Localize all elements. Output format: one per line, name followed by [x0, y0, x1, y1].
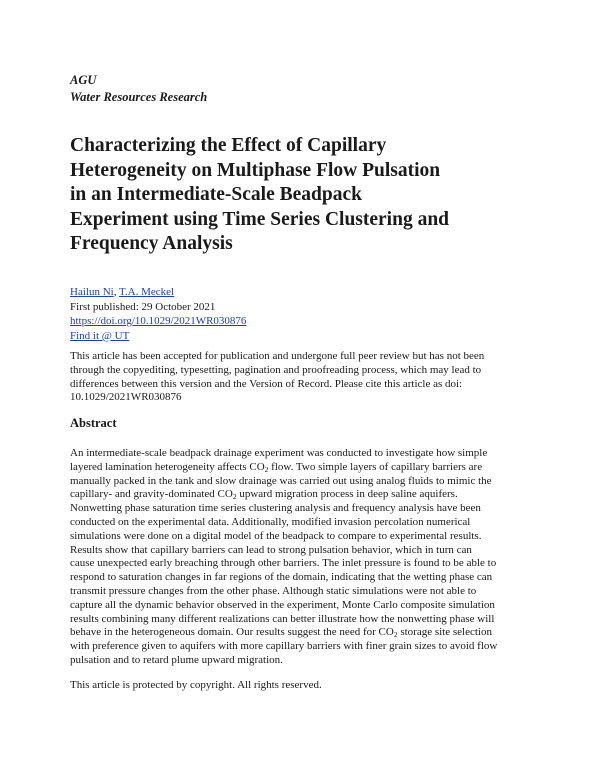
co2-formula [218, 488, 237, 500]
author-separator: , [113, 286, 120, 298]
abstract-text: layered lamination heterogeneity affects [70, 460, 250, 473]
abstract-line: results combining many different realizations can better illustrate how the nonwetting phase will [70, 612, 495, 625]
abstract-text: behave in the heterogeneous domain. Our results suggest the need for [70, 626, 379, 639]
formula-subscript: 2 [393, 630, 398, 640]
author-list [70, 285, 246, 300]
formula-base: CO [378, 626, 394, 639]
find-it-link[interactable]: Find it @ UT [70, 329, 130, 342]
abstract-line [70, 461, 540, 475]
publisher-name: AGU [70, 73, 97, 87]
notice-line: This article has been accepted for publication and undergone full peer review but has not been [70, 350, 485, 362]
abstract-text: flow. Two simple layers of capillary barriers are [268, 460, 483, 473]
doi-link[interactable]: https://doi.org/10.1029/2021WR030876 [70, 315, 247, 327]
abstract-line: Nonwetting phase saturation time series clustering analysis and frequency analysis have been [70, 502, 481, 515]
abstract-line: with preference given to aquifers with more capillary barriers with finer grain sizes to avoid flow [70, 640, 498, 653]
abstract-text: capillary- and gravity-dominated [70, 488, 218, 501]
abstract-line: transmit pressure changes from the other phase. Although static simulations were not able to [70, 584, 477, 597]
abstract-body [70, 447, 540, 668]
formula-base: CO [249, 460, 265, 473]
acceptance-notice [70, 350, 540, 405]
notice-line: 10.1029/2021WR030876 [70, 391, 182, 404]
abstract-line: respond to saturation changes in far regions of the domain, indicating that the wetting phase can [70, 571, 493, 584]
journal-header [70, 72, 207, 106]
formula-subscript: 2 [264, 464, 269, 474]
abstract-line [70, 626, 540, 640]
formula-subscript: 2 [232, 492, 237, 502]
abstract-text: upward migration process in deep saline aquifers. [236, 488, 458, 501]
abstract-heading: Abstract [70, 416, 117, 430]
abstract-line: capture all the dynamic behavior observed in the experiment, Monte Carlo composite simulation [70, 598, 495, 611]
abstract-line: conducted on the experimental data. Additionally, modified invasion percolation numerical [70, 515, 471, 528]
co2-formula [249, 461, 268, 473]
article-title [70, 134, 540, 257]
formula-base: CO [217, 488, 233, 501]
author-link[interactable]: Hailun Ni [70, 286, 114, 298]
author-link[interactable]: T.A. Meckel [119, 286, 175, 298]
title-line: Characterizing the Effect of Capillary [70, 135, 387, 156]
co2-formula [379, 626, 398, 638]
publication-date: First published: 29 October 2021 [70, 300, 216, 313]
notice-line: through the copyediting, typesetting, pagination and proofreading process, which may lead to [70, 363, 482, 376]
notice-line: differences between this version and the Version of Record. Please cite this article as doi: [70, 377, 463, 390]
abstract-line: An intermediate-scale beadpack drainage experiment was conducted to investigate how simple [70, 447, 488, 459]
title-line: Experiment using Time Series Clustering and [70, 208, 450, 230]
abstract-line: cause unexpected early breaching through other barriers. The inlet pressure is found to be able to [70, 557, 497, 570]
title-line: Heterogeneity on Multiphase Flow Pulsation [70, 159, 441, 181]
abstract-line: simulations were done on a digital model of the beadpack to compare to experimental results. [70, 529, 482, 542]
abstract-line: manually packed in the tank and slow drainage was carried out using analog fluids to mimic the [70, 474, 492, 487]
abstract-line: pulsation and to retard plume upward migration. [70, 653, 283, 666]
abstract-line [70, 488, 540, 502]
copyright-notice: This article is protected by copyright. All rights reserved. [70, 679, 322, 691]
abstract-line: Results show that capillary barriers can lead to strong pulsation behavior, which in turn can [70, 543, 472, 556]
title-line: Frequency Analysis [70, 233, 233, 254]
article-meta [70, 285, 246, 343]
journal-name: Water Resources Research [70, 90, 208, 104]
abstract-text: storage site selection [397, 626, 492, 639]
title-line: in an Intermediate-Scale Beadpack [70, 184, 362, 205]
